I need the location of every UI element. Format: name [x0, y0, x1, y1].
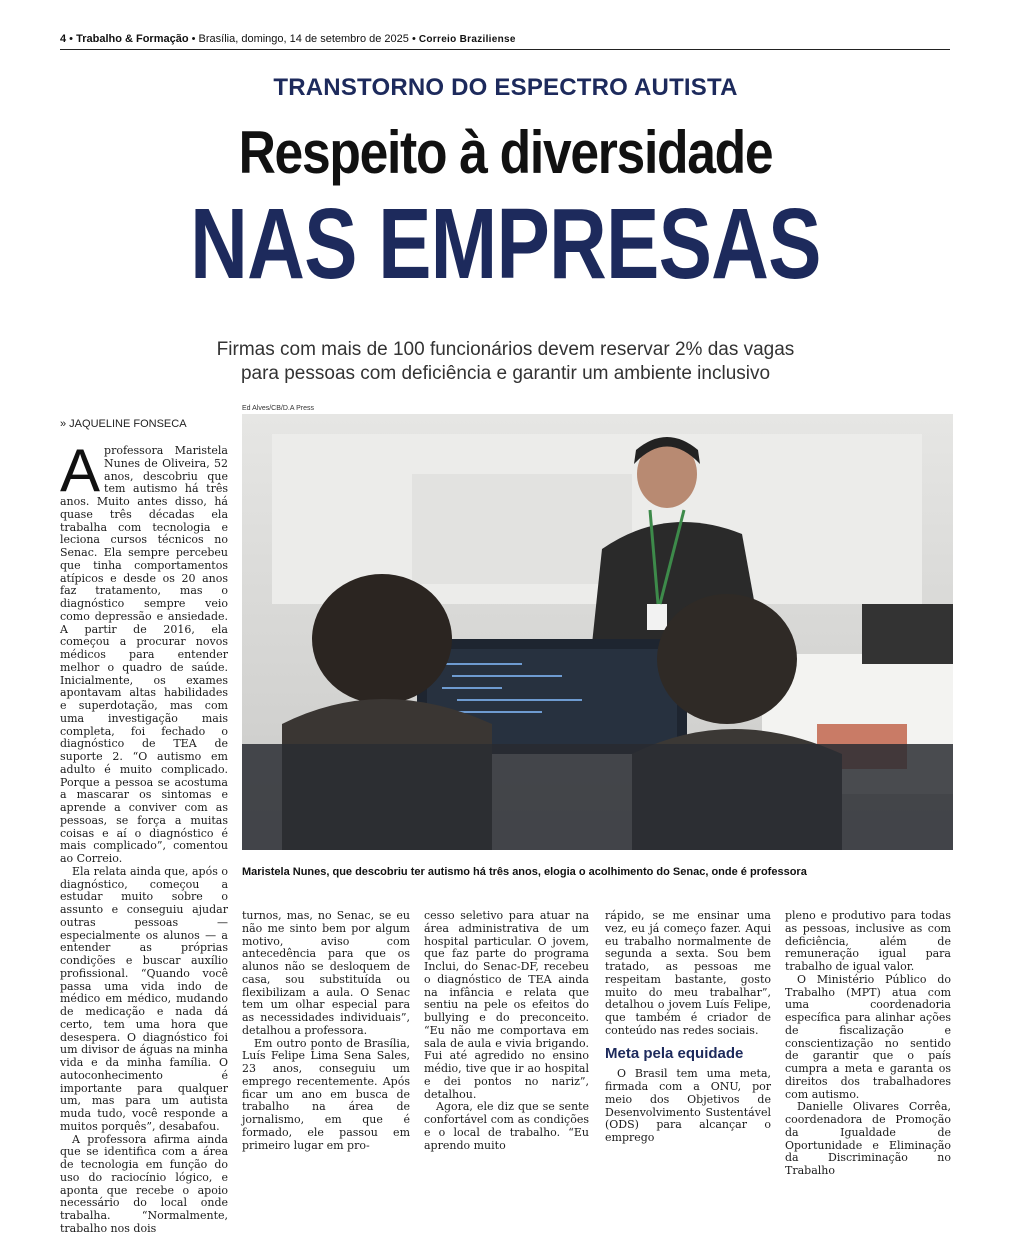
subheading: Meta pela equidade	[605, 1044, 744, 1062]
dateline: Brasília, domingo, 14 de setembro de 2025	[198, 33, 409, 45]
newspaper-name: Correio Braziliense	[418, 34, 516, 45]
deck	[150, 338, 861, 386]
paragraph: A professora afirma ainda que se identifica com a área de tecnologia em função do uso do raciocínio lógico, e aponta que recebe o apoio necessário do local onde trabalha. “Normalmente, trabalho nos dois	[60, 1132, 228, 1235]
article-column-1	[60, 437, 228, 1235]
paragraph: rápido, se me ensinar uma vez, eu já começo fazer. Aqui eu trabalho normalmente de segunda a sexta. Sou bem tratado, as pessoas me respeitam bastante, gosto muito do meu trabalhar”, detalhou o jovem Luís Felipe, que também é criador de conteúdo nas redes sociais.	[605, 909, 771, 1037]
article-column-5	[785, 909, 951, 1177]
photo-credit: Ed Alves/CB/D.A Press	[242, 405, 314, 412]
classroom-photo-illustration	[242, 414, 953, 850]
paragraph: O Brasil tem uma meta, firmada com a ONU, por meio dos Objetivos de Desenvolvimento Sustentável (ODS) para alcançar o emprego	[605, 1067, 771, 1144]
paragraph: pleno e produtivo para todas as pessoas, inclusive as com deficiência, além de remuneração igual para trabalho de igual valor.	[785, 909, 951, 973]
page-folio: 4 • Trabalho & Formação • Brasília, domingo, 14 de setembro de 2025 • Correio Braziliense	[60, 33, 950, 50]
photo-caption: Maristela Nunes, que descobriu ter autismo há três anos, elogia o acolhimento do Senac, onde é professora	[242, 866, 807, 878]
headline-bottom: NAS EMPRESAS	[190, 188, 821, 300]
paragraph: Em outro ponto de Brasília, Luís Felipe Lima Sena Sales, 23 anos, conseguiu um emprego recentemente. Após ficar um ano em busca de trabalho na área de jornalismo, em que é formado, ele passou em primeiro lugar em pro-	[242, 1036, 410, 1152]
article-column-3	[424, 909, 589, 1152]
paragraph: cesso seletivo para atuar na área administrativa de um hospital particular. O jovem, que faz parte do programa Inclui, do Senac-DF, recebeu o diagnóstico de TEA ainda na infância e relata que sentiu na pele os efeitos do bullying e do preconceito. “Eu não me comportava em sala de aula e vivia brigando. Fui até agredido no ensino médio, tive que ir ao hospital e dei pontos no nariz”, detalhou.	[424, 909, 589, 1101]
paragraph: Agora, ele diz que se sente confortável com as condições e o local de trabalho. “Eu aprendo muito	[424, 1100, 589, 1152]
page-number: 4	[60, 33, 67, 45]
paragraph-text: professora Maristela Nunes de Oliveira, 52 anos, descobriu que tem autismo há três anos. Muito antes disso, há quase três décadas ela trabalha com tecnologia e leciona cursos técnicos no Senac. Ela sempre percebeu que tinha comportamentos atípicos e desde os 20 anos faz tratamento, mas o diagnóstico sempre veio como depressão e ansiedade. A partir de 2016, ela começou a procurar novos médicos para entender melhor o quadro de saúde. Inicialmente, os exames apontavam altas habilidades e superdotação, mas com uma investigação mais completa, foi fechado o diagnóstico de TEA de suporte 2. “O autismo em adulto é muito complicado. Porque a pessoa se acostuma a mascarar os sintomas e aprende a conviver com as pessoas, se força a muitas coisas e aí o diagnóstico é mais complicado”, comentou ao Correio.	[60, 444, 228, 865]
article-column-2	[242, 909, 410, 1152]
paragraph: Danielle Olivares Corrêa, coordenadora de Promoção da Igualdade de Oportunidade e Eliminação da Discriminação no Trabalho	[785, 1100, 951, 1177]
article-column-4	[605, 909, 771, 1144]
article-photo	[242, 414, 953, 850]
paragraph: O Ministério Público do Trabalho (MPT) atua com uma coordenadoria específica para alinhar ações de fiscalização e conscientização no sentido de garantir que o país cumpra a meta e garanta os direitos dos trabalhadores com autismo.	[785, 972, 951, 1101]
paragraph	[60, 437, 228, 866]
deck-line: para pessoas com deficiência e garantir um ambiente inclusivo	[240, 363, 771, 384]
paragraph: Ela relata ainda que, após o diagnóstico, começou a estudar muito sobre o assunto e conseguiu ajudar outras pessoas — especialmente os alunos — a entender as próprias condições e buscar auxílio profissional. “Quando você passa uma vida indo de médico em médico, mudando de medicação e nada dá certo, tem uma hora que desespera. O diagnóstico foi um divisor de águas na minha vida e da minha família. O autoconhecimento é importante para qualquer um, mas para um autista muda tudo, você responde a muitos porquês”, desabafou.	[60, 864, 228, 1133]
byline: » JAQUELINE FONSECA	[60, 418, 187, 430]
kicker: TRANSTORNO DO ESPECTRO AUTISTA	[273, 74, 738, 101]
headline-top: Respeito à diversidade	[238, 119, 773, 186]
deck-line: Firmas com mais de 100 funcionários devem reservar 2% das vagas	[216, 339, 795, 360]
section-name: Trabalho & Formação	[76, 33, 189, 45]
drop-cap: A	[60, 437, 101, 504]
paragraph: turnos, mas, no Senac, se eu não me sinto bem por algum motivo, aviso com antecedência para que os alunos não se desloquem de casa, sou substituída ou flexibilizam a aula. O Senac tem um olhar especial para as necessidades individuais”, detalhou a professora.	[242, 909, 410, 1037]
